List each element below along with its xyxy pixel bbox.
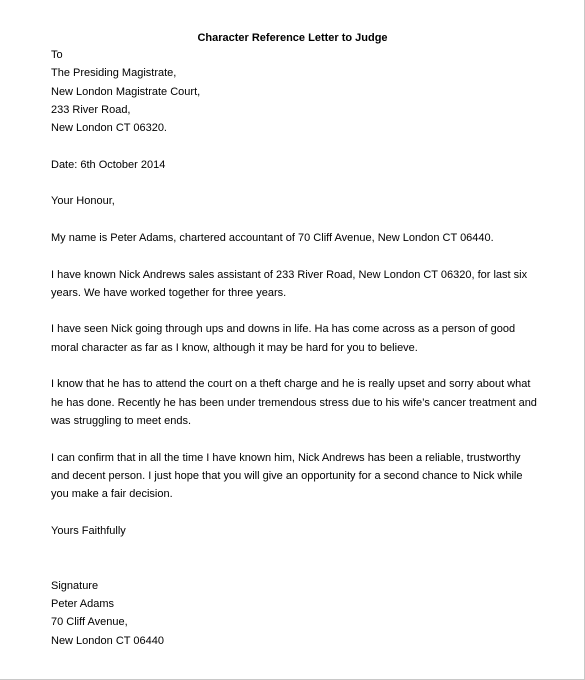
signature-line: 70 Cliff Avenue, xyxy=(51,616,128,629)
signature-line: Peter Adams xyxy=(51,597,114,610)
address-line: New London Magistrate Court, xyxy=(51,85,201,98)
letter-title: Character Reference Letter to Judge xyxy=(197,32,388,44)
letter-date: Date: 6th October 2014 xyxy=(51,158,166,171)
letter-body xyxy=(51,46,541,650)
address-line: The Presiding Magistrate, xyxy=(51,67,177,80)
recipient-to: To xyxy=(51,49,63,61)
body-paragraph: I have known Nick Andrews sales assistant of 233 River Road, New London CT 06320, for last six years. We have worked together for three years. xyxy=(51,268,528,299)
body-paragraph: My name is Peter Adams, chartered accountant of 70 Cliff Avenue, New London CT 06440. xyxy=(51,231,494,244)
address-line: New London CT 06320. xyxy=(51,122,167,135)
closing: Yours Faithfully xyxy=(51,524,126,537)
signature-line: Signature xyxy=(51,579,99,592)
recipient-address xyxy=(51,64,541,137)
body-paragraph: I have seen Nick going through ups and downs in life. Ha has come across as a person of good moral character as far as I know, although it may be hard for you to believe. xyxy=(51,323,516,354)
salutation: Your Honour, xyxy=(51,195,115,208)
signature-line: New London CT 06440 xyxy=(51,634,164,647)
address-line: 233 River Road, xyxy=(51,103,131,116)
body-paragraph: I can confirm that in all the time I have known him, Nick Andrews has been a reliable, trustworthy and decent person. I just hope that you will give an opportunity for a second chance to Nick while you make a fair decision. xyxy=(51,451,523,501)
body-paragraph: I know that he has to attend the court on a theft charge and he is really upset and sorry about what he has done. Recently he has been under tremendous stress due to his wife’s cancer treatment and was struggling to meet ends. xyxy=(51,378,537,427)
signature-block xyxy=(51,577,541,650)
